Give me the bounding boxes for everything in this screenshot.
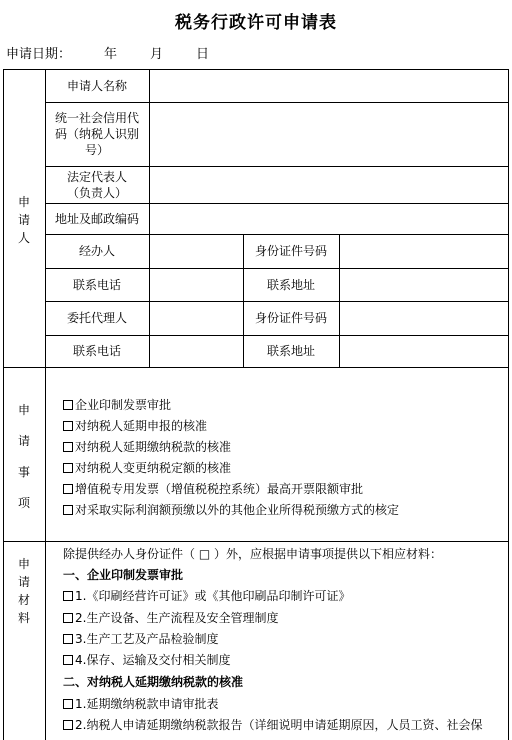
agent-phone-field[interactable]	[150, 336, 243, 367]
legal-representative-label: 法定代表人 （负责人）	[66, 169, 127, 200]
materials-section-label: 申 请 材 料	[17, 557, 30, 625]
materials-intro: 除提供经办人身份证件（ □ ）外，应根据申请事项提供以下相应材料：	[63, 547, 442, 561]
handler-phone-field[interactable]	[150, 269, 243, 301]
checkbox-icon[interactable]	[63, 484, 73, 494]
date-year-label: 年	[104, 47, 118, 62]
legal-representative-field[interactable]	[150, 167, 508, 203]
checkbox-icon[interactable]	[63, 400, 73, 410]
matter-item[interactable]: 企业印制发票审批	[63, 396, 171, 413]
handler-field[interactable]	[150, 235, 243, 268]
address-postcode-label: 地址及邮政编码	[54, 211, 139, 226]
date-label: 申请日期：	[6, 47, 72, 62]
materials-heading-tax-deferral: 二、对纳税人延期缴纳税款的核准	[63, 675, 244, 689]
checkbox-icon[interactable]	[63, 442, 73, 452]
checkbox-icon[interactable]	[63, 720, 73, 730]
agent-address-field[interactable]	[340, 336, 508, 367]
handler-address-label: 联系地址	[266, 277, 315, 292]
agent-field[interactable]	[150, 302, 243, 335]
address-postcode-field[interactable]	[150, 204, 508, 234]
agent-label: 委托代理人	[66, 311, 127, 325]
matter-item[interactable]: 对纳税人延期缴纳税款的核准	[63, 438, 231, 455]
material-item[interactable]: 4.保存、运输及交付相关制度	[63, 651, 230, 668]
checkbox-icon[interactable]	[63, 505, 73, 515]
section-divider	[3, 541, 509, 542]
applicant-name-field[interactable]	[150, 70, 508, 102]
agent-id-number-field[interactable]	[340, 302, 508, 335]
matters-section-label: 申 请 事 项	[17, 403, 30, 510]
checkbox-icon[interactable]	[63, 421, 73, 431]
table-border-right	[508, 69, 509, 740]
material-item[interactable]: 1.《印刷经营许可证》或《其他印刷品印制许可证》	[63, 587, 350, 604]
applicant-section-label: 申 请 人	[17, 195, 30, 245]
handler-address-field[interactable]	[340, 269, 508, 301]
matter-item[interactable]: 增值税专用发票（增值税税控系统）最高开票限额审批	[63, 480, 363, 497]
section-divider	[3, 367, 509, 368]
material-item[interactable]: 2.生产设备、生产流程及安全管理制度	[63, 609, 278, 626]
form-title: 税务行政许可申请表	[175, 13, 337, 33]
matter-item[interactable]: 对采取实际利润额预缴以外的其他企业所得税预缴方式的核定	[63, 501, 399, 518]
material-item[interactable]: 3.生产工艺及产品检验制度	[63, 630, 218, 647]
checkbox-icon[interactable]	[63, 655, 73, 665]
checkbox-icon[interactable]	[63, 463, 73, 473]
materials-heading-invoice: 一、企业印制发票审批	[63, 568, 184, 582]
agent-id-number-label: 身份证件号码	[254, 311, 327, 325]
application-form-table	[3, 69, 509, 740]
material-item[interactable]: 1.延期缴纳税款申请审批表	[63, 695, 218, 712]
credit-code-label: 统一社会信用代 码（纳税人识别 号）	[54, 111, 139, 157]
material-item[interactable]: 2.纳税人申请延期缴纳税款报告（详细说明申请延期原因，人员工资、社会保	[63, 716, 482, 733]
credit-code-field[interactable]	[150, 103, 508, 166]
date-day-label: 日	[196, 47, 210, 62]
matter-item[interactable]: 对纳税人延期申报的核准	[63, 417, 207, 434]
applicant-name-label: 申请人名称	[66, 78, 127, 93]
handler-id-number-field[interactable]	[340, 235, 508, 268]
checkbox-icon[interactable]	[63, 699, 73, 709]
checkbox-icon[interactable]	[63, 591, 73, 601]
agent-address-label: 联系地址	[266, 344, 315, 358]
checkbox-icon[interactable]	[63, 613, 73, 623]
date-month-label: 月	[150, 47, 164, 62]
matter-item[interactable]: 对纳税人变更纳税定额的核准	[63, 459, 231, 476]
checkbox-icon[interactable]	[63, 634, 73, 644]
handler-phone-label: 联系电话	[72, 277, 121, 292]
agent-phone-label: 联系电话	[72, 344, 121, 358]
handler-label: 经办人	[78, 244, 115, 258]
handler-id-number-label: 身份证件号码	[254, 244, 327, 258]
